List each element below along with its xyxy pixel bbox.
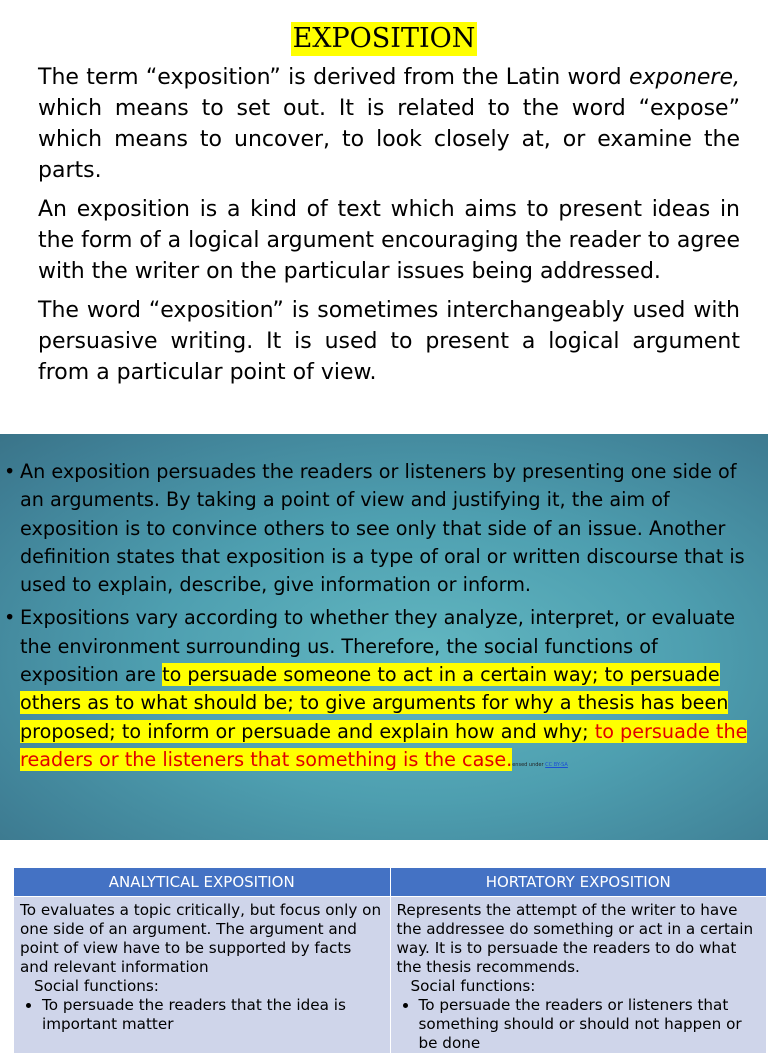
- social-functions-list: [397, 996, 761, 1053]
- social-functions-label: Social functions:: [34, 977, 159, 995]
- header-hortatory: HORTATORY EXPOSITION: [390, 868, 767, 897]
- highlighted-text: to persuade someone to act in a certain way; to persuade others as to what should be; to give arguments for why a thesis has been proposed; to inform or persuade and explain how and why;: [20, 663, 729, 743]
- paragraph-definition: An exposition is a kind of text which aims to present ideas in the form of a logical argument encouraging the reader to agree with the writer on the particular issues being addressed.: [38, 197, 740, 284]
- slide-exposition-definition: [0, 0, 768, 433]
- table-header-row: [14, 868, 767, 897]
- cell-text: To evaluates a topic critically, but focus only on one side of an argument. The argument and point of view have to be supported by facts and relevant information: [20, 901, 382, 976]
- slide-exposition-functions: [0, 434, 768, 840]
- bullet-list: [4, 458, 754, 784]
- table-row: [14, 897, 767, 1054]
- slide-body: [38, 62, 740, 396]
- social-functions-label: Social functions:: [410, 977, 536, 995]
- cell-analytical: [14, 897, 391, 1054]
- bullet-item: [4, 458, 754, 599]
- slide-exposition-types-table: [0, 855, 768, 1052]
- paragraph-text: which means to set out. It is related to the word “expose” which means to uncover, to look closely at, or examine the parts.: [38, 96, 740, 183]
- paragraph-text: The term “exposition” is derived from the Latin word: [38, 65, 629, 90]
- slide-title: [0, 22, 768, 56]
- header-analytical: ANALYTICAL EXPOSITION: [14, 868, 391, 897]
- highlighted-red-text: to persuade the readers or the listeners that something is the case.: [20, 719, 748, 771]
- bullet-text: Expositions vary according to whether they analyze, interpret, or evaluate the environment surrounding us. Therefore, the social functions of exposition are: [20, 606, 736, 687]
- bullet-icon: •: [4, 460, 16, 483]
- list-item: • To persuade the readers or listeners that something should or should not happen or be done: [419, 996, 761, 1053]
- credit-text: ensed under: [512, 761, 546, 768]
- paragraph-etymology: [38, 62, 740, 186]
- cell-text: Represents the attempt of the writer to have the addressee do something or act in a certain way. It is to persuade the readers to do what the thesis recommends.: [396, 901, 754, 976]
- list-item: • To persuade the readers that the idea is important matter: [42, 996, 384, 1034]
- latin-word: exponere,: [628, 65, 740, 90]
- paragraph-persuasive: The word “exposition” is sometimes interchangeably used with persuasive writing. It is used to present a logical argument from a particular point of view.: [38, 298, 740, 385]
- bullet-icon: •: [4, 606, 16, 630]
- license-link[interactable]: CC BY-SA: [545, 761, 568, 768]
- bullet-text: An exposition persuades the readers or listeners by presenting one side of an arguments. By taking a point of view and justifying it, the aim of exposition is to convince others to see only that side of an issue. Another definition states that exposition is a type of oral or written discourse that is used to explain, describe, give information or inform.: [20, 460, 745, 597]
- comparison-table: [13, 867, 767, 1054]
- bullet-item: [4, 604, 754, 779]
- license-credit: [512, 762, 568, 768]
- title-highlight: EXPOSITION: [292, 23, 476, 54]
- cell-hortatory: [390, 897, 767, 1054]
- social-functions-list: [20, 996, 384, 1034]
